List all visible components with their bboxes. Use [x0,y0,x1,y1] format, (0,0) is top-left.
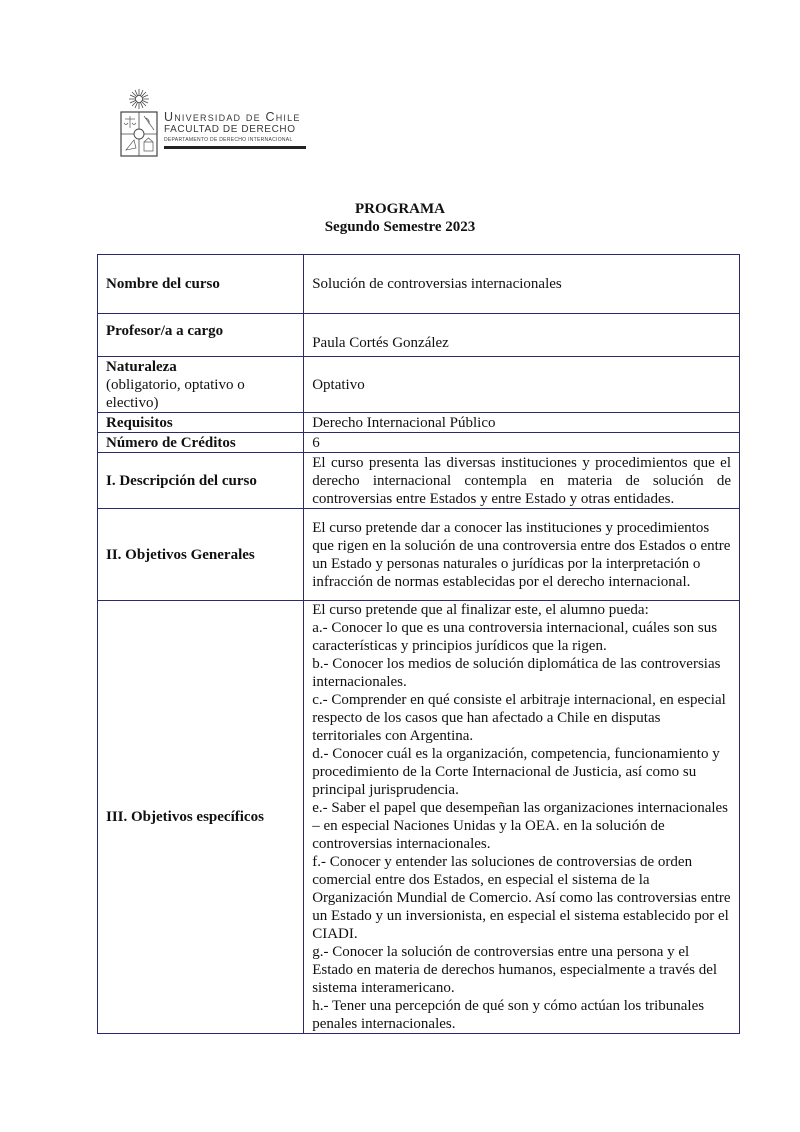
table-row-nature [98,357,740,413]
row-value: Optativo [304,357,740,413]
objective-item-e: e.- Saber el papel que desempeñan las organizaciones internacionales – en especial Naciones Unidas y la OEA. en la solución de controversias internacionales. [312,800,729,852]
objective-item-a: a.- Conocer lo que es una controversia internacional, cuáles son sus características y principios jurídicos que la rigen. [312,620,718,654]
row-label: III. Objetivos específicos [98,601,304,1034]
objective-item-f: f.- Conocer y entender las soluciones de controversias de orden comercial entre dos Estados, en especial el sistema de la Organización Mundial de Comercio. Así como las controversias entre un Estado y un inversionista, en especial el sistema establecido por el CIADI. [312,854,731,942]
objective-item-d: d.- Conocer cuál es la organización, competencia, funcionamiento y procedimiento de la Corte Internacional de Justicia, así como su principal jurisprudencia. [312,746,720,798]
row-label-text: Profesor/a a cargo [106,323,224,339]
row-value: 6 [304,433,740,453]
row-value: El curso presenta las diversas instituciones y procedimientos que el derecho internacional contempla en materia de solución de controversias entre Estados y entre Estado y otras entidades. [304,453,740,509]
table-row-description [98,453,740,509]
faculty-name: FACULTAD DE DERECHO [164,124,296,135]
row-label [98,357,304,413]
objective-item-h: h.- Tener una percepción de qué son y cómo actúan los tribunales penales internacionales. [312,998,705,1032]
objective-item-g: g.- Conocer la solución de controversias entre una persona y el Estado en materia de derechos humanos, especialmente a través del sistema interamericano. [312,944,718,996]
row-label: Número de Créditos [98,433,304,453]
row-value: Solución de controversias internacionales [304,255,740,314]
table-row-professor [98,314,740,357]
table-row-course-name [98,255,740,314]
table-row-specific-objectives [98,601,740,1034]
logo-text [164,110,306,149]
university-name: Universidad de Chile [164,110,301,124]
row-label: II. Objetivos Generales [98,509,304,601]
row-label: I. Descripción del curso [98,453,304,509]
row-label [98,314,304,357]
department-name: DEPARTAMENTO DE DERECHO INTERNACIONAL [164,137,293,143]
program-table [97,254,740,1034]
logo-divider [164,146,306,149]
row-value: El curso pretende dar a conocer las instituciones y procedimientos que rigen en la solución de una controversia entre dos Estados o entre un Estado y personas naturales o jurídicas por la interpretación o infracción de normas establecidas por el derecho internacional. [304,509,740,601]
objective-item-b: b.- Conocer los medios de solución diplomática de las controversias internacionales. [312,656,721,690]
row-label: Requisitos [98,413,304,433]
table-row-credits [98,433,740,453]
row-label-subtext: (obligatorio, optativo o electivo) [106,376,245,411]
row-value [304,601,740,1034]
document-title: PROGRAMA [355,201,445,217]
row-value: Derecho Internacional Público [304,413,740,433]
row-value [304,314,740,357]
table-row-general-objectives [98,509,740,601]
university-crest-icon [116,88,162,158]
document-subtitle: Segundo Semestre 2023 [324,219,476,235]
professor-name: Paula Cortés González [312,335,449,351]
university-logo [116,88,316,158]
objectives-intro: El curso pretende que al finalizar este, el alumno pueda: [312,602,649,618]
objective-item-c: c.- Comprender en qué consiste el arbitraje internacional, en especial respecto de los casos que han afectado a Chile en disputas territoriales con Argentina. [312,692,726,744]
row-label-text: Naturaleza [106,358,177,375]
table-row-requirements [98,413,740,433]
row-label: Nombre del curso [98,255,304,314]
document-heading [0,200,800,236]
